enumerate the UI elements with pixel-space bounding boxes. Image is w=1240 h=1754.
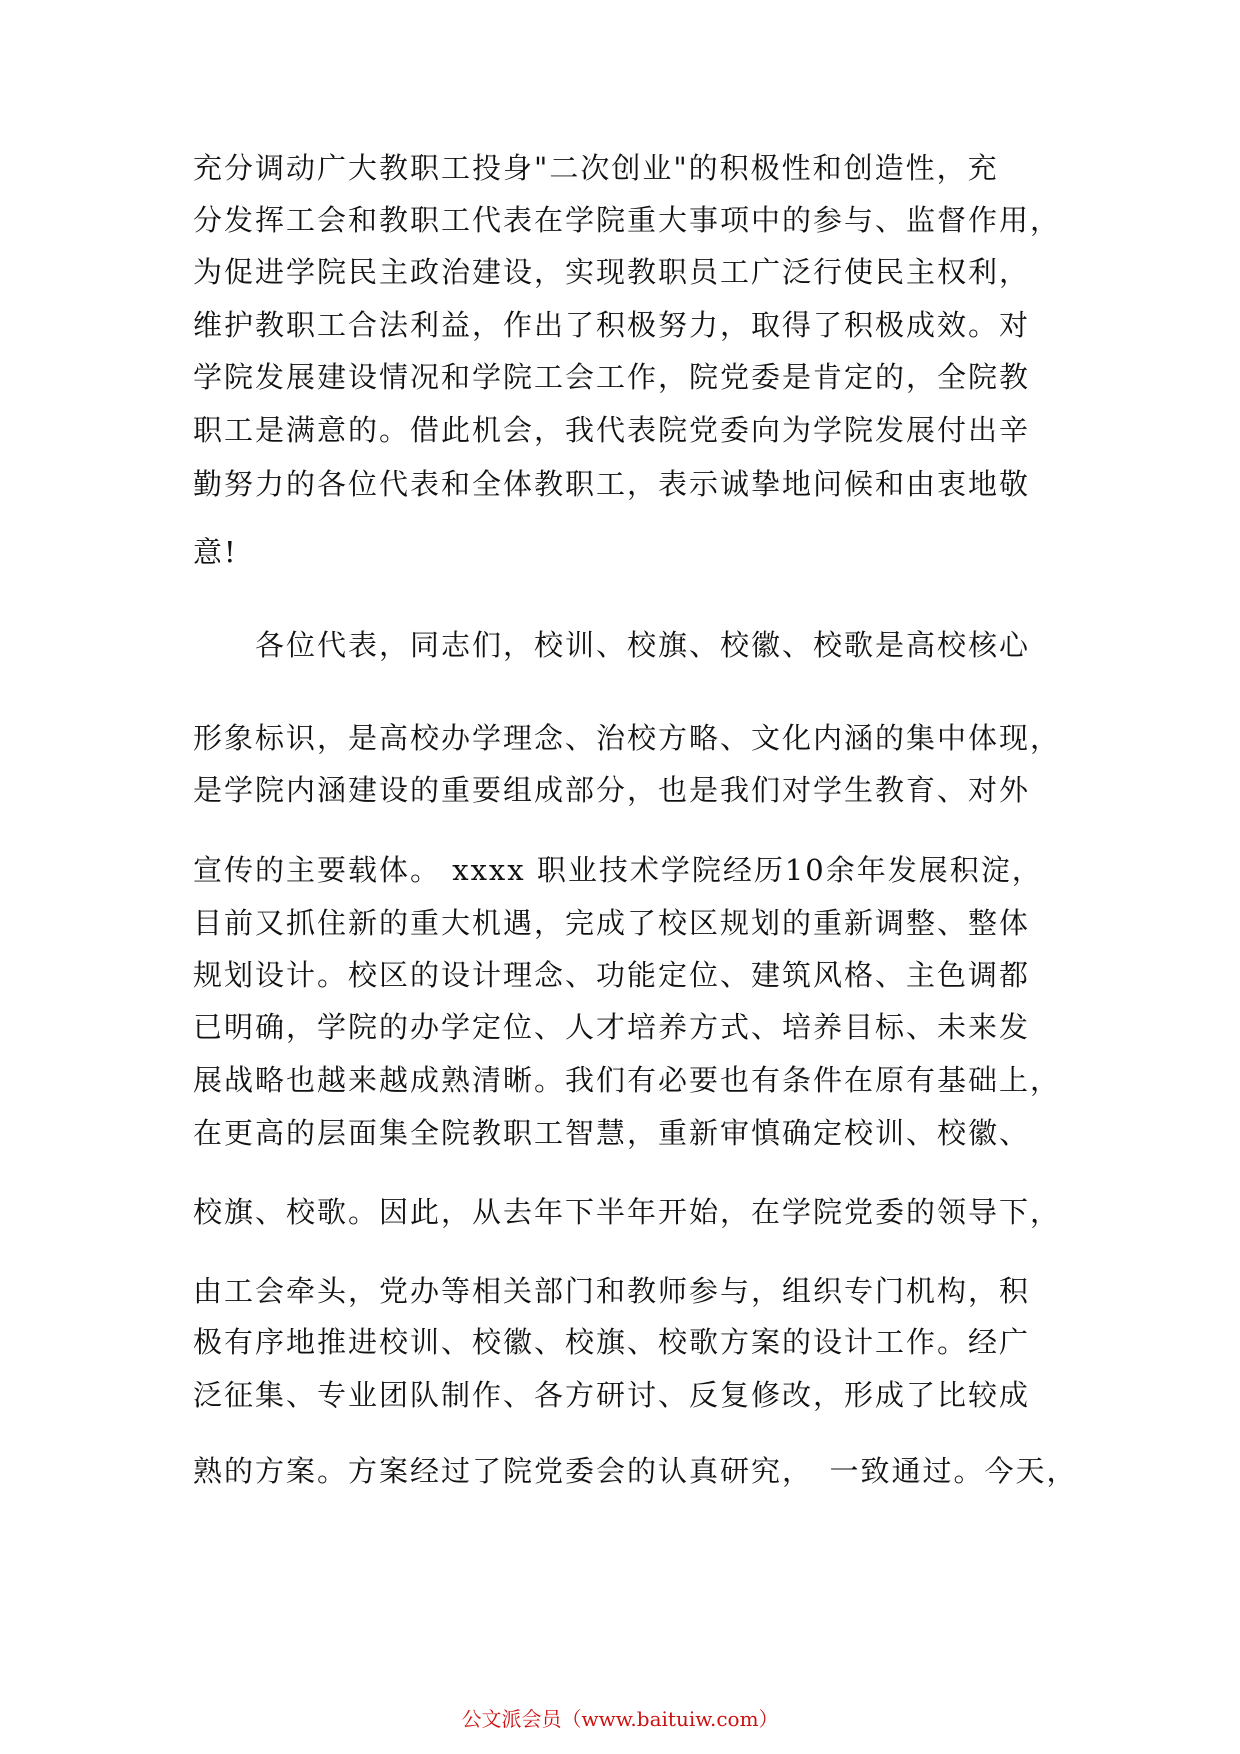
text-line: 学院发展建设情况和学院工会工作，院党委是肯定的，全院教 <box>193 360 1031 394</box>
footer-watermark[interactable]: 公文派会员（www.baituiw.com） <box>461 1707 779 1731</box>
text-line: 勤努力的各位代表和全体教职工，表示诚挚地问候和由衷地敬 <box>193 467 1031 501</box>
text-line: 分发挥工会和教职工代表在学院重大事项中的参与、监督作用， <box>193 203 1062 237</box>
text-line: 意! <box>193 535 238 569</box>
text-line: 泛征集、专业团队制作、各方研讨、反复修改，形成了比较成 <box>193 1378 1031 1412</box>
text-line: 维护教职工合法利益，作出了积极努力，取得了积极成效。对 <box>193 308 1031 342</box>
text-line: 熟的方案。方案经过了院党委会的认真研究， 一致通过。今天， <box>193 1454 1078 1488</box>
text-line: 极有序地推进校训、校徽、校旗、校歌方案的设计工作。经广 <box>193 1325 1031 1359</box>
text-line: 宣传的主要载体。 xxxx 职业技术学院经历10余年发展积淀， <box>193 853 1043 887</box>
text-line: 展战略也越来越成熟清晰。我们有必要也有条件在原有基础上， <box>193 1063 1062 1097</box>
text-line: 目前又抓住新的重大机遇，完成了校区规划的重新调整、整体 <box>193 906 1031 940</box>
text-line: 形象标识，是高校办学理念、治校方略、文化内涵的集中体现， <box>193 721 1062 755</box>
text-line: 由工会牵头，党办等相关部门和教师参与，组织专门机构，积 <box>193 1274 1031 1308</box>
text-line: 为促进学院民主政治建设，实现教职员工广泛行使民主权利， <box>193 255 1031 289</box>
text-line: 规划设计。校区的设计理念、功能定位、建筑风格、主色调都 <box>193 958 1031 992</box>
text-line: 职工是满意的。借此机会，我代表院党委向为学院发展付出辛 <box>193 413 1031 447</box>
text-line: 已明确，学院的办学定位、人才培养方式、培养目标、未来发 <box>193 1010 1031 1044</box>
text-line: 各位代表，同志们，校训、校旗、校徽、校歌是高校核心 <box>193 628 1031 662</box>
text-line: 充分调动广大教职工投身"二次创业"的积极性和创造性，充 <box>193 151 999 185</box>
text-line: 在更高的层面集全院教职工智慧，重新审慎确定校训、校徽、 <box>193 1116 1031 1150</box>
text-line: 是学院内涵建设的重要组成部分，也是我们对学生教育、对外 <box>193 773 1031 807</box>
text-line: 校旗、校歌。因此，从去年下半年开始，在学院党委的领导下， <box>193 1195 1062 1229</box>
